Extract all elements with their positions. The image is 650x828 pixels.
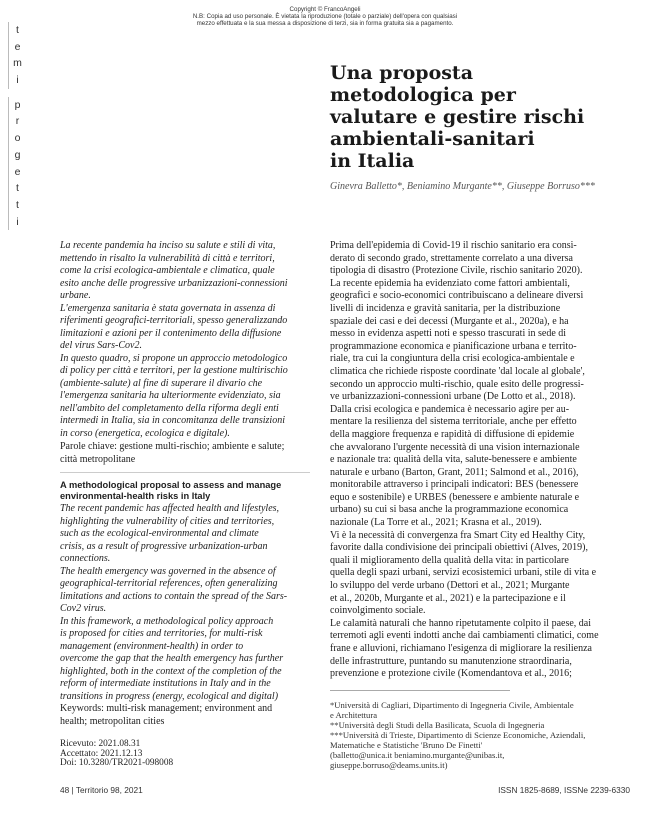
title-line: Una proposta <box>330 62 474 84</box>
section-letter: t <box>16 24 19 36</box>
abstract-line: intermedi in Italia, sia in concomitanza delle transizioni <box>60 415 285 426</box>
section-letter: g <box>14 148 21 161</box>
abstract-italian <box>60 240 310 440</box>
section-letter: p <box>14 98 21 111</box>
body-line: secondo un approccio multi-rischio, quale esito delle progressi- <box>330 378 584 390</box>
body-line: nazionale (La Torre et al., 2021; Krasna et al., 2019). <box>330 517 542 529</box>
body-line: spaziale dei casi e dei decessi (Murgante et al., 2020a), e ha <box>330 315 569 327</box>
section-letter: t <box>16 198 19 211</box>
keywords-line: città metropolitane <box>60 453 136 465</box>
abstract-line: riferimenti geografici-territoriali, spesso generalizzando <box>60 315 288 326</box>
footnote-line: Matematiche e Statistiche 'Bruno De Finetti' <box>330 740 483 750</box>
abstract-line: l'emergenza sanitaria ha ulteriormente evidenziato, sia <box>60 390 281 401</box>
body-line: programmazione economica e pianificazione urbana e territo- <box>330 340 577 352</box>
section-word-progetti <box>8 97 24 231</box>
abstract-line: L'emergenza sanitaria è stata governata in assenza di <box>60 302 276 314</box>
keywords-line: health; metropolitan cities <box>60 715 165 727</box>
abstract-line: La recente pandemia ha inciso su salute e stili di vita, <box>60 240 276 251</box>
section-letter: e <box>14 165 21 178</box>
copyright-notice <box>0 6 650 27</box>
copyright-line: N.B: Copia ad uso personale. È vietata la riproduzione (totale o parziale) dell'opera con qualsiasi <box>192 13 458 20</box>
footnote-line: e Architettura <box>330 710 378 720</box>
keywords-english <box>60 703 310 728</box>
body-line: monitorabile attraverso i principali indicatori: BES (benessere <box>330 479 579 491</box>
section-letter: i <box>16 74 19 87</box>
abstract-line: overcome the gap that the health emergency has further <box>60 653 284 664</box>
abstract-line: highlighting the vulnerability of cities and territories, <box>60 515 275 527</box>
body-line: mentare la resilienza del sistema territoriale, anche per effetto <box>330 416 577 428</box>
body-text <box>330 240 630 681</box>
footnote-line: **Università degli Studi della Basilicata, Scuola di Ingegneria <box>330 720 545 730</box>
body-line: Le calamità naturali che hanno ripetutamente colpito il paese, dai <box>330 617 592 629</box>
body-line: lo sviluppo del verde urbano (Dettori et al., 2021; Murgante <box>330 580 570 592</box>
abstract-line: (ambiente-salute) al fine di superare il divario che <box>60 377 263 389</box>
authors: Ginevra Balletto*, Beniamino Murgante**, Giuseppe Borruso*** <box>330 181 595 192</box>
abstract-line: crisis, as a result of progressive urbanization-urban <box>60 540 268 552</box>
body-line: tipologia di disastro (Protezione Civile, rischio sanitario 2020). <box>330 265 583 277</box>
body-line: prevenzione e protezione civile (Komendantova et al., 2016; <box>330 668 572 680</box>
section-letter: o <box>14 132 21 145</box>
body-line: Vi è la necessità di convergenza fra Smart City ed Healthy City, <box>330 529 586 541</box>
abstract-line: del virus Sars-Cov2. <box>60 340 142 351</box>
body-line: favorite dalla condivisione dei principali obiettivi (Alves, 2019), <box>330 542 588 554</box>
abstract-line: transitions in progress (energy, ecological and digital) <box>60 690 279 702</box>
title-line: metodologica per <box>330 84 516 106</box>
body-line: della maggiore frequenza e rapidità di diffusione di epidemie <box>330 428 575 440</box>
section-word-temi <box>8 22 24 89</box>
abstract-line: geographical-territorial references, often generalizing <box>60 578 278 589</box>
keywords-line: Parole chiave: gestione multi-rischio; ambiente e salute; <box>60 441 285 452</box>
body-line: coinvolgimento sociale. <box>330 605 426 617</box>
footnote-line: giuseppe.borruso@deams.units.it) <box>330 760 448 770</box>
page-footer-issn: ISSN 1825-8689, ISSNe 2239-6330 <box>498 785 630 795</box>
body-line: e nazionale tra: qualità della vita, salute-benessere e ambiente <box>330 454 577 466</box>
doi: Doi: 10.3280/TR2021-098008 <box>60 758 174 768</box>
accepted-date: Accettato: 2021.12.13 <box>60 748 143 759</box>
body-line: delle infrastrutture, puntando su manutenzione straordinaria, <box>330 655 572 667</box>
article-metadata <box>60 740 310 769</box>
abstract-line: management (environment-health) in order to <box>60 640 244 652</box>
abstract-line: In questo quadro, si propone un approccio metodologico <box>60 352 288 364</box>
body-line: et al., 2020b, Murgante et al., 2021) e la partecipazione e il <box>330 592 566 604</box>
copyright-line: Copyright © FrancoAngeli <box>289 6 361 13</box>
body-line: urbano) su cui si basa anche la programmazione economica <box>330 504 569 516</box>
author-affiliations <box>330 700 630 770</box>
body-line: La recente epidemia ha evidenziato come fattori ambientali, <box>330 277 570 289</box>
abstract-line: in corso (energetica, ecologica e digitale). <box>60 427 230 439</box>
footnote-line: (balletto@unica.it beniamino.murgante@unibas.it, <box>330 750 505 760</box>
title-line: valutare e gestire rischi <box>330 106 585 128</box>
body-line: Dalla crisi ecologica e pandemica è necessario agire per au- <box>330 403 570 415</box>
abstract-line: reform of intermediate institutions in Italy and in the <box>60 678 271 689</box>
footnote-line: ***Università di Trieste, Dipartimento di Scienze Economiche, Aziendali, <box>330 730 586 740</box>
page-footer-left: 48 | Territorio 98, 2021 <box>60 785 143 795</box>
body-line: frane e alluvioni, richiamano l'esigenza di migliorare la resilienza <box>330 643 592 654</box>
body-line: quella degli spazi urbani, servizi ecosistemici urbani, stile di vita e <box>330 567 597 579</box>
copyright-line: mezzo effettuata e la sua messa a disposizione di terzi, sia in forma gratuita sia a pagamento. <box>196 20 454 27</box>
abstract-line: limitazioni e azioni per il contenimento della diffusione <box>60 327 282 339</box>
abstract-line: nell'ambito del completamento della riforma degli enti <box>60 402 279 414</box>
abstract-line: such as the ecological-environmental and climate <box>60 528 259 539</box>
section-letter: r <box>15 115 20 128</box>
section-divider <box>60 472 310 473</box>
body-line: climatica che richiede risposte coordinate 'dal locale al globale', <box>330 365 585 377</box>
abstract-english <box>60 503 310 703</box>
abstract-line: esito anche delle progressive urbanizzazioni-connessioni <box>60 277 288 289</box>
body-line: naturale e urbano (Barton, Grant, 2011; Salmond et al., 2016), <box>330 466 579 478</box>
abstract-line: mettendo in risalto la vulnerabilità di città e territori, <box>60 252 275 264</box>
body-line: livelli di incidenza e gravità sanitaria, per la distribuzione <box>330 302 561 314</box>
body-line: equo e sostenibile) e URBES (benessere e ambiente naturale e <box>330 491 580 503</box>
footnote-line: *Università di Cagliari, Dipartimento di Ingegneria Civile, Ambientale <box>330 700 574 710</box>
received-date: Ricevuto: 2021.08.31 <box>60 739 141 749</box>
english-title <box>60 480 310 502</box>
keywords-line: Keywords: multi-risk management; environment and <box>60 703 273 714</box>
abstract-line: urbane. <box>60 290 91 301</box>
abstract-line: In this framework, a methodological policy approach <box>60 615 274 627</box>
abstract-line: is proposed for cities and territories, for multi-risk <box>60 628 263 639</box>
footnote-divider <box>330 690 510 691</box>
body-line: geografici e socio-economici contribuiscano a delineare diversi <box>330 290 584 302</box>
body-line: terremoti agli eventi indotti anche dai cambiamenti climatici, come <box>330 630 599 642</box>
body-line: che avvalorano l'urgente necessità di una vision internazionale <box>330 441 580 453</box>
title-line: in Italia <box>330 150 415 172</box>
abstract-line: limitations and actions to contain the spread of the Sars- <box>60 590 288 602</box>
title-line: ambientali-sanitari <box>330 128 535 150</box>
keywords-italian <box>60 441 310 466</box>
abstract-line: The health emergency was governed in the absence of <box>60 565 276 577</box>
abstract-line: connections. <box>60 553 111 564</box>
section-label-vertical <box>8 22 24 230</box>
english-title-line: A methodological proposal to assess and manage <box>60 480 282 490</box>
english-title-line: environmental-health risks in Italy <box>60 491 211 501</box>
body-line: derato di secondo grado, strettamente correlato a una diversa <box>330 252 573 264</box>
body-line: Prima dell'epidemia di Covid-19 il rischio sanitario era consi- <box>330 240 577 251</box>
body-line: riale, tra cui la congiuntura della crisi ecologica-ambientale e <box>330 353 575 365</box>
section-letter: t <box>16 182 19 195</box>
section-letter: e <box>14 40 21 53</box>
section-letter: i <box>16 215 19 228</box>
abstract-line: come la crisi ecologica-ambientale e climatica, quale <box>60 265 275 276</box>
abstract-line: di policy per città e territori, per la gestione multirischio <box>60 365 288 376</box>
abstract-line: The recent pandemic has affected health and lifestyles, <box>60 503 280 514</box>
abstract-line: Cov2 virus. <box>60 603 107 614</box>
article-title <box>330 62 630 172</box>
section-letter: m <box>13 57 22 70</box>
abstract-line: highlighted, both in the context of the completion of the <box>60 665 282 677</box>
body-line: ve urbanizzazioni-connessioni urbane (De Lotto et al., 2018). <box>330 391 576 403</box>
body-line: quali il miglioramento della qualità della vita: in particolare <box>330 554 569 566</box>
body-line: messo in evidenza aspetti noti e spesso trascurati in sede di <box>330 328 567 340</box>
